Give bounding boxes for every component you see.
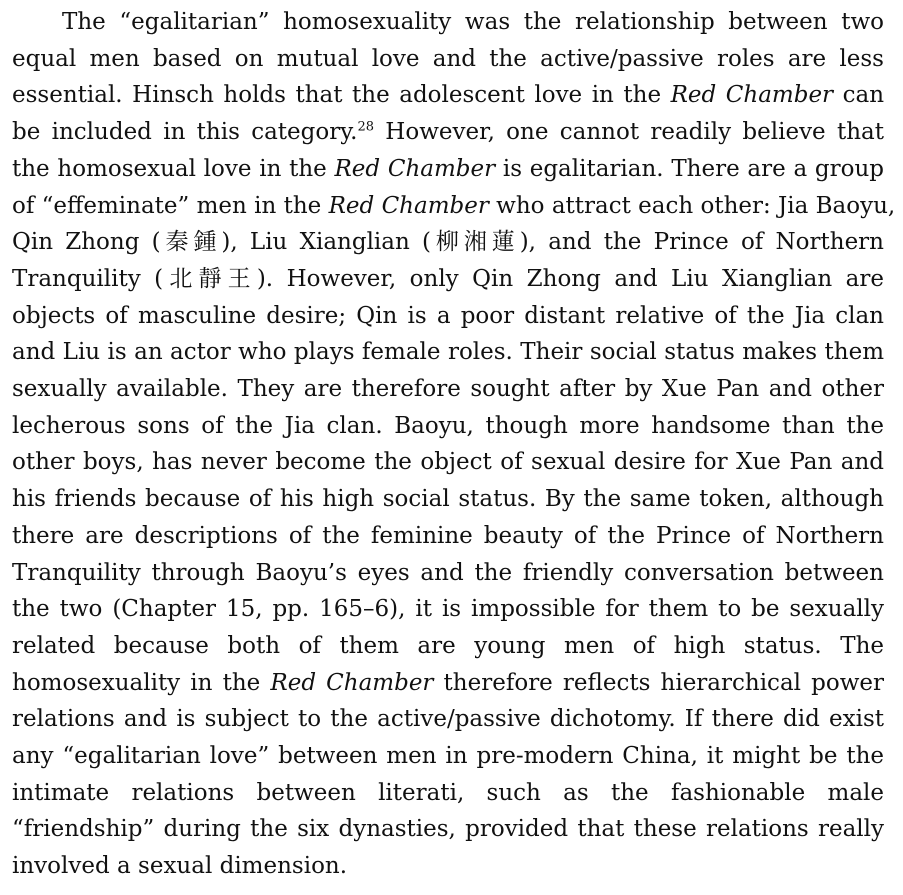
text-line: [12, 518, 884, 555]
text-line: [12, 77, 884, 114]
text-segment: Tranquility (北靜王). However, only Qin Zhong and Liu Xianglian are: [12, 265, 884, 292]
text-segment: lecherous sons of the Jia clan. Baoyu, though more handsome than the: [12, 412, 884, 439]
text-line: [12, 261, 884, 298]
text-line: [12, 775, 884, 812]
text-segment: be included in this category.: [12, 119, 358, 146]
text-segment: therefore reflects hierarchical power: [433, 669, 884, 696]
text-segment: relations and is subject to the active/passive dichotomy. If there did exist: [12, 706, 884, 733]
text-segment: of “effeminate” men in the: [12, 192, 329, 219]
text-line: [12, 41, 884, 78]
text-line: [12, 628, 884, 665]
text-line: [12, 334, 884, 371]
book-title: Red Chamber: [270, 669, 434, 696]
text-segment: can: [833, 82, 885, 109]
text-segment: homosexuality in the: [12, 669, 271, 696]
text-segment: other boys, has never become the object of sexual desire for Xue Pan and: [12, 449, 884, 476]
text-segment: the homosexual love in the: [12, 155, 335, 182]
text-segment: Tranquility through Baoyu’s eyes and the friendly conversation between: [12, 559, 884, 586]
body-paragraph: [12, 4, 896, 885]
book-title: Red Chamber: [670, 82, 834, 109]
text-line: [12, 188, 896, 225]
text-line: [12, 298, 884, 335]
text-segment: The “egalitarian” homosexuality was the relationship between two: [62, 9, 884, 35]
footnote-marker: 28: [357, 119, 374, 135]
text-segment: who attract each other: Jia Baoyu,: [488, 192, 896, 219]
text-segment: intimate relations between literati, such as the fashionable male: [12, 779, 884, 806]
text-line: [12, 701, 884, 738]
text-line: [12, 151, 884, 188]
text-line: [12, 408, 884, 445]
text-line: [12, 555, 884, 592]
text-line: [12, 481, 884, 518]
text-line: [12, 848, 884, 885]
text-line: [12, 591, 884, 628]
book-title: Red Chamber: [328, 192, 489, 219]
book-title: Red Chamber: [334, 155, 496, 182]
text-segment: and Liu is an actor who plays female roles. Their social status makes them: [12, 339, 884, 366]
text-segment: any “egalitarian love” between men in pre-modern China, it might be the: [12, 743, 884, 770]
text-line: [12, 811, 884, 848]
text-segment: equal men based on mutual love and the active/passive roles are less: [12, 45, 884, 72]
text-segment: the two (Chapter 15, pp. 165–6), it is impossible for them to be sexually: [12, 596, 884, 623]
text-segment: essential. Hinsch holds that the adolescent love in the: [12, 82, 671, 109]
text-segment: involved a sexual dimension.: [12, 853, 348, 880]
text-segment: “friendship” during the six dynasties, provided that these relations really: [12, 816, 884, 843]
text-line: [12, 665, 884, 702]
text-segment: there are descriptions of the feminine beauty of the Prince of Northern: [12, 522, 884, 549]
text-segment: objects of masculine desire; Qin is a poor distant relative of the Jia clan: [12, 302, 884, 329]
text-line: [12, 738, 884, 775]
text-line: [12, 444, 884, 481]
text-line: [12, 224, 884, 261]
text-line: [12, 114, 884, 151]
document-page: [12, 4, 896, 885]
text-segment: sexually available. They are therefore sought after by Xue Pan and other: [12, 376, 884, 403]
text-segment: However, one cannot readily believe that: [374, 119, 884, 146]
text-line: [12, 4, 884, 41]
text-segment: Qin Zhong (秦鍾), Liu Xianglian (柳湘蓮), and the Prince of Northern: [12, 229, 884, 256]
text-segment: is egalitarian. There are a group: [495, 155, 884, 182]
text-segment: related because both of them are young men of high status. The: [12, 632, 884, 659]
text-line: [12, 371, 884, 408]
text-segment: his friends because of his high social status. By the same token, although: [12, 486, 884, 513]
